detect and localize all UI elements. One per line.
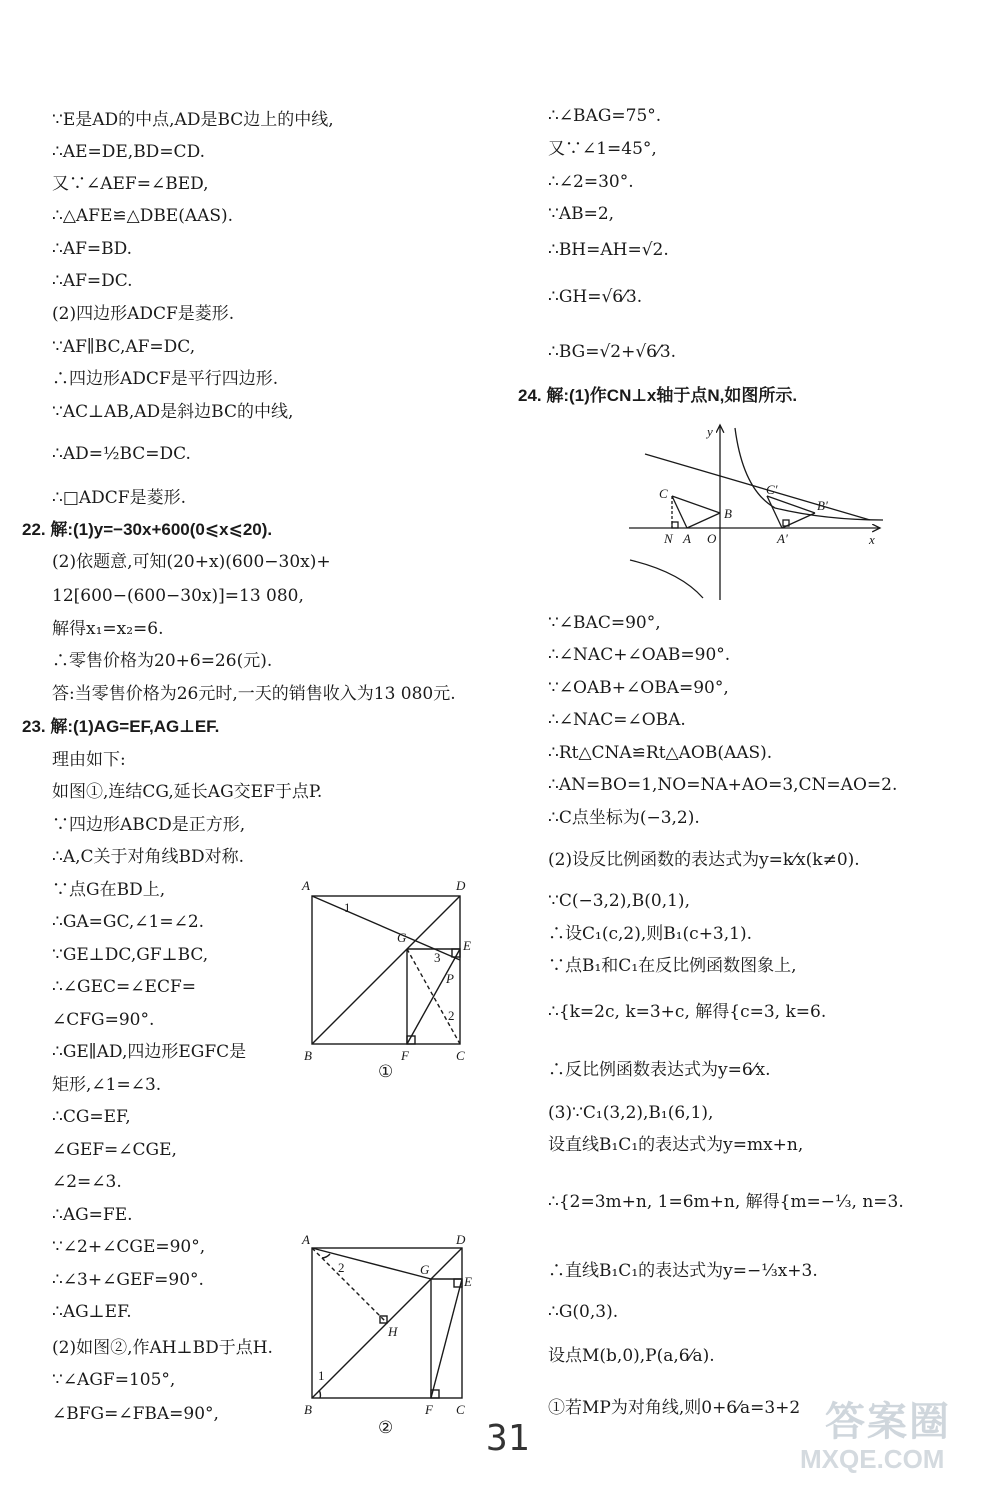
text-line: ∴CG=EF, <box>52 1107 131 1127</box>
origin-label: O <box>707 531 717 546</box>
text-line: ∴BG=√2+√6⁄3. <box>548 342 677 362</box>
text-line: ∵AF∥BC,AF=DC, <box>52 337 196 357</box>
text-line: 设点M(b,0),P(a,6⁄a). <box>548 1346 715 1366</box>
text-line: ∴∠BAG=75°. <box>548 106 662 126</box>
point-f-label: F <box>401 1048 409 1063</box>
question-23-line: 23. 解:(1)AG=EF,AG⊥EF. <box>22 717 220 736</box>
text-line: ∵∠BAC=90°, <box>548 613 661 633</box>
text-line: ∴GA=GC,∠1=∠2. <box>52 912 205 932</box>
text-line: ∴AE=DE,BD=CD. <box>52 142 205 162</box>
text-line: ∴GH=√6⁄3. <box>548 287 643 307</box>
text-line: ∴零售价格为20+6=26(元). <box>52 651 273 671</box>
text-line: ∠BFG=∠FBA=90°, <box>52 1404 219 1424</box>
text-line: ∵AC⊥AB,AD是斜边BC的中线, <box>52 402 294 422</box>
text-line: 矩形,∠1=∠3. <box>52 1075 162 1095</box>
text-line: ∴Rt△CNA≌Rt△AOB(AAS). <box>548 743 773 763</box>
figure-1-square <box>300 876 480 1076</box>
vertex-d-label: D <box>456 1232 466 1247</box>
text-line: ∴∠3+∠GEF=90°. <box>52 1270 204 1290</box>
text-line: 设直线B₁C₁的表达式为y=mx+n, <box>548 1135 804 1155</box>
text-line: ∵∠2+∠CGE=90°, <box>52 1237 206 1257</box>
text-line: ∵∠AGF=105°, <box>52 1370 176 1390</box>
text-line: 12[600−(600−30x)]=13 080, <box>52 586 304 606</box>
text-line: ∠2=∠3. <box>52 1172 122 1192</box>
text-line: ∴四边形ADCF是平行四边形. <box>52 369 279 389</box>
text-line: 答:当零售价格为26元时,一天的销售收入为13 080元. <box>52 684 456 704</box>
figure-2-square <box>300 1230 480 1430</box>
point-e-label: E <box>463 938 471 953</box>
text-line: ∴AG=FE. <box>52 1205 133 1225</box>
text-line: ∴AG⊥EF. <box>52 1302 132 1322</box>
text-line: ∴{2=3m+n, 1=6m+n, 解得{m=−⅓, n=3. <box>548 1192 904 1212</box>
vertex-a-label: A <box>302 878 310 893</box>
y-axis-label: y <box>707 424 713 439</box>
angle-2-label: 2 <box>448 1008 455 1023</box>
text-line: ①若MP为对角线,则0+6⁄a=3+2 <box>548 1398 801 1418</box>
text-line: (3)∵C₁(3,2),B₁(6,1), <box>548 1103 714 1123</box>
point-h-label: H <box>388 1324 398 1339</box>
text-line: ∴AF=BD. <box>52 239 133 259</box>
point-p-label: P <box>446 971 454 986</box>
text-line: ∴AD=½BC=DC. <box>52 444 191 464</box>
text-line: (2)设反比例函数的表达式为y=k⁄x(k≠0). <box>548 850 860 870</box>
question-24-line: 24. 解:(1)作CN⊥x轴于点N,如图所示. <box>518 386 798 405</box>
text-line: ∠CFG=90°. <box>52 1010 155 1030</box>
text-line: ∴□ADCF是菱形. <box>52 488 186 508</box>
x-axis-label: x <box>869 532 875 547</box>
text-line: ∵AB=2, <box>548 204 615 224</box>
text-line: ∴∠NAC+∠OAB=90°. <box>548 645 731 665</box>
point-a-label: A <box>683 531 691 546</box>
text-line: ∵∠OAB+∠OBA=90°, <box>548 678 729 698</box>
text-line: ∴A,C关于对角线BD对称. <box>52 847 245 867</box>
page-number: 31 <box>486 1418 530 1459</box>
text-line: 理由如下: <box>52 750 126 770</box>
angle-3-label: 3 <box>434 950 441 965</box>
text-line: 又∵∠AEF=∠BED, <box>52 174 209 194</box>
text-line: ∴{k=2c, k=3+c, 解得{c=3, k=6. <box>548 1002 827 1022</box>
point-b-label: B <box>724 506 732 521</box>
angle-1-label: 1 <box>344 900 351 915</box>
text-line: ∴G(0,3). <box>548 1302 619 1322</box>
text-line: ∵点B₁和C₁在反比例函数图象上, <box>548 956 797 976</box>
text-line: 解得x₁=x₂=6. <box>52 619 164 639</box>
text-line: ∵GE⊥DC,GF⊥BC, <box>52 945 209 965</box>
text-line: ∴AN=BO=1,NO=NA+AO=3,CN=AO=2. <box>548 775 898 795</box>
watermark-site: MXQE.COM <box>800 1444 945 1474</box>
text-line: ∠GEF=∠CGE, <box>52 1140 177 1160</box>
text-line: ∴∠NAC=∠OBA. <box>548 710 686 730</box>
text-line: (2)如图②,作AH⊥BD于点H. <box>52 1338 273 1358</box>
figure-2-caption: ② <box>378 1418 394 1438</box>
point-e-label: E <box>464 1274 472 1289</box>
point-a-prime-label: A′ <box>777 531 788 546</box>
text-line: ∴直线B₁C₁的表达式为y=−⅓x+3. <box>548 1261 818 1281</box>
point-g-label: G <box>420 1262 430 1277</box>
text-line: ∴C点坐标为(−3,2). <box>548 808 700 828</box>
point-b-prime-label: B′ <box>817 498 828 513</box>
text-line: ∴∠2=30°. <box>548 172 634 192</box>
text-line: 又∵∠1=45°, <box>548 139 657 159</box>
text-line: ∵C(−3,2),B(0,1), <box>548 891 690 911</box>
text-line: ∴△AFE≌△DBE(AAS). <box>52 206 234 226</box>
question-22-line: 22. 解:(1)y=−30x+600(0⩽x⩽20). <box>22 520 273 539</box>
coordinate-graph <box>625 420 890 605</box>
text-line: ∵E是AD的中点,AD是BC边上的中线, <box>52 110 334 130</box>
text-line: ∴∠GEC=∠ECF= <box>52 977 197 997</box>
vertex-c-label: C <box>456 1048 465 1063</box>
text-line: ∵四边形ABCD是正方形, <box>52 815 246 835</box>
text-line: (2)四边形ADCF是菱形. <box>52 304 235 324</box>
text-line: ∴AF=DC. <box>52 271 133 291</box>
text-line: 如图①,连结CG,延长AG交EF于点P. <box>52 782 323 802</box>
text-line: (2)依题意,可知(20+x)(600−30x)+ <box>52 552 331 572</box>
text-line: ∴反比例函数表达式为y=6⁄x. <box>548 1060 771 1080</box>
text-line: ∴GE∥AD,四边形EGFC是 <box>52 1042 247 1062</box>
vertex-b-label: B <box>304 1048 312 1063</box>
vertex-c-label: C <box>456 1402 465 1417</box>
point-n-label: N <box>664 531 673 546</box>
point-c-prime-label: C′ <box>766 482 778 497</box>
point-g-label: G <box>397 930 407 945</box>
point-c-label: C <box>659 486 668 501</box>
watermark-brand: 答案圈 <box>825 1400 951 1444</box>
angle-2-label: 2 <box>338 1260 345 1275</box>
figure-1-caption: ① <box>378 1062 394 1082</box>
angle-1-label: 1 <box>318 1368 325 1383</box>
vertex-a-label: A <box>302 1232 310 1247</box>
point-f-label: F <box>425 1402 433 1417</box>
vertex-b-label: B <box>304 1402 312 1417</box>
text-line: ∴BH=AH=√2. <box>548 240 669 260</box>
text-line: ∴设C₁(c,2),则B₁(c+3,1). <box>548 924 753 944</box>
vertex-d-label: D <box>456 878 466 893</box>
text-line: ∵点G在BD上, <box>52 880 166 900</box>
